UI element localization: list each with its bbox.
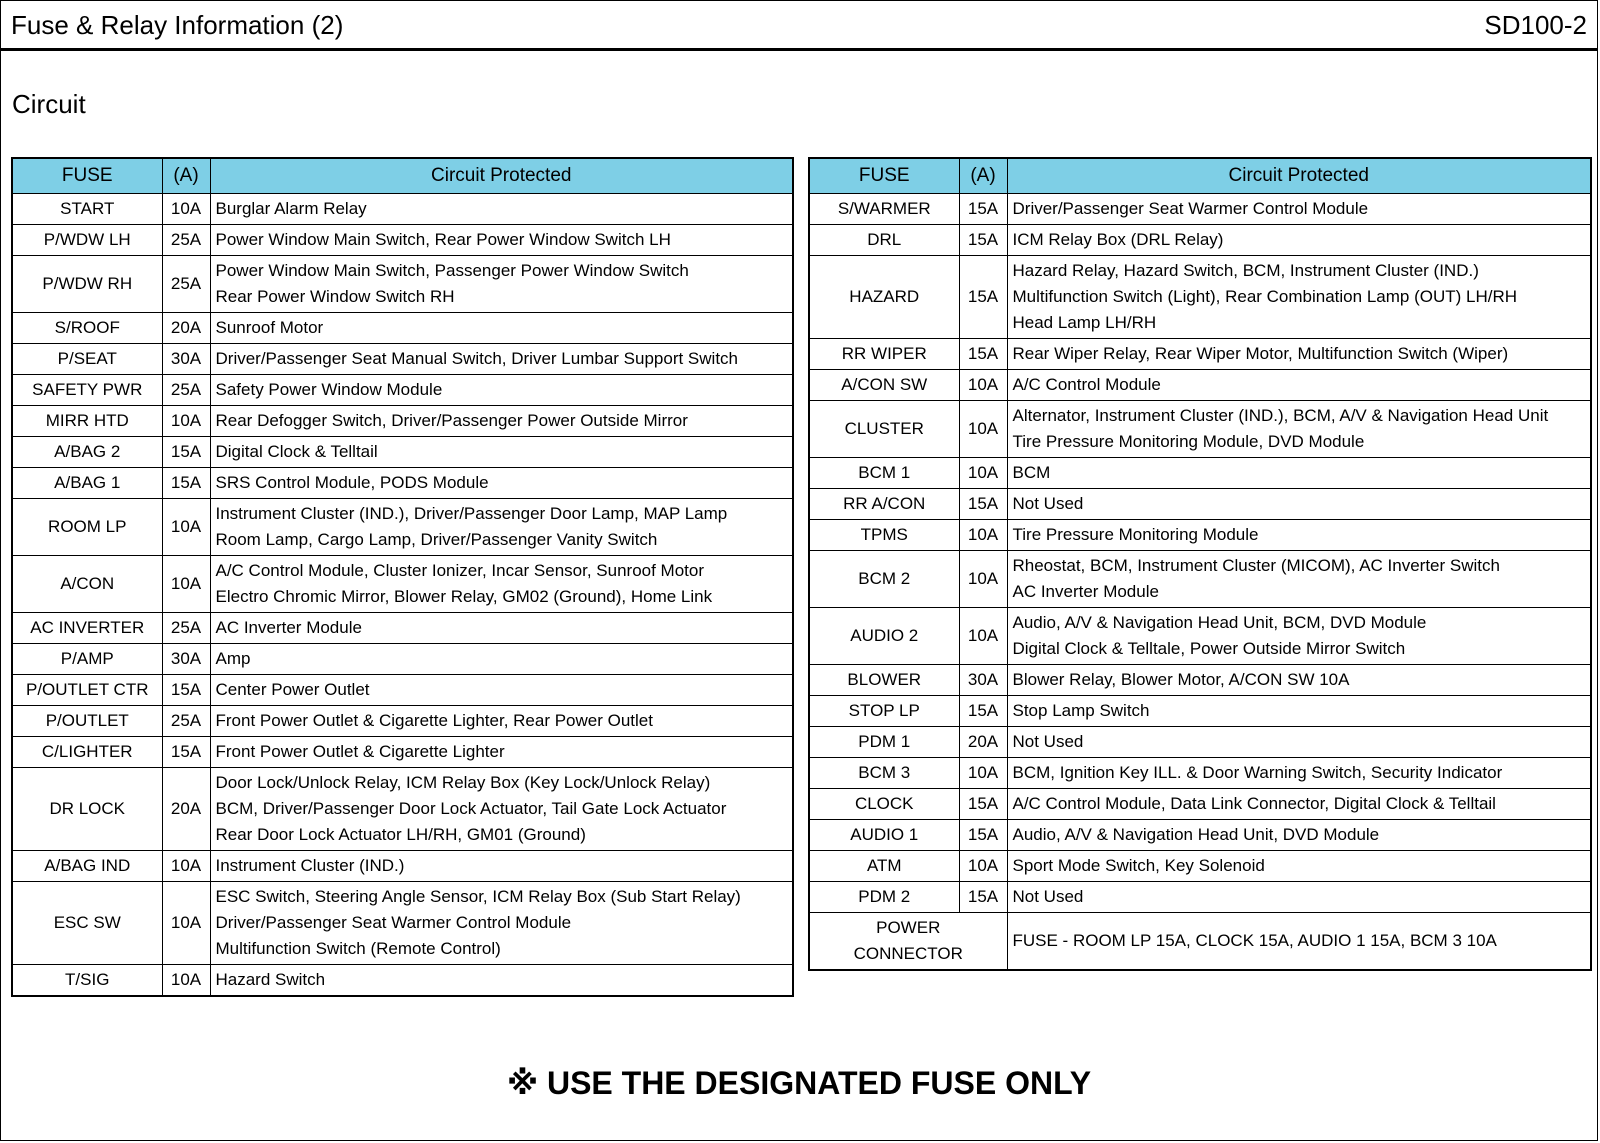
circuit-protected-cell [1007,520,1591,551]
circuit-protected-cell [210,737,793,768]
circuit-protected-cell [210,437,793,468]
table-header-row [809,158,1591,194]
fuse-row [809,608,1591,665]
fuse-name: DRL [867,230,902,249]
circuit-line: BCM [1012,463,1051,482]
fuse-rating: 15A [959,194,1007,225]
circuit-line: Sport Mode Switch, Key Solenoid [1012,856,1265,875]
circuit-line: Digital Clock & Telltail [215,442,378,461]
fuse-rating: 10A [959,458,1007,489]
circuit-protected-cell [210,706,793,737]
fuse-name-cell [12,313,162,344]
fuse-rating: 30A [959,665,1007,696]
circuit-protected-cell [1007,370,1591,401]
circuit-line: Audio, A/V & Navigation Head Unit, DVD Module [1012,825,1380,844]
fuse-row [809,665,1591,696]
fuse-name: HAZARD [849,287,920,306]
circuit-line: Not Used [1012,887,1084,906]
fuse-row [809,370,1591,401]
circuit-line: Rear Defogger Switch, Driver/Passenger Power Outside Mirror [215,411,688,430]
circuit-line: Head Lamp LH/RH [1012,313,1157,332]
fuse-row [809,551,1591,608]
header-bar [1,1,1597,51]
circuit-line: Burglar Alarm Relay [215,199,367,218]
circuit-protected-cell [1007,851,1591,882]
fuse-row [12,851,793,882]
fuse-row [809,727,1591,758]
fuse-name-cell [12,706,162,737]
fuse-name: BCM 3 [858,763,911,782]
fuse-row [12,613,793,644]
fuse-name: A/CON [60,574,115,593]
fuse-name: CLOCK [854,794,914,813]
fuse-rating: 10A [162,965,210,997]
fuse-name: T/SIG [65,970,110,989]
circuit-protected-cell [1007,194,1591,225]
fuse-name: P/WDW LH [43,230,131,249]
fuse-name: STOP LP [848,701,920,720]
circuit-line: A/C Control Module, Cluster Ionizer, Incar Sensor, Sunroof Motor [215,561,705,580]
fuse-rating: 20A [959,727,1007,758]
fuse-rating: 20A [162,768,210,851]
fuse-name: CLUSTER [844,419,924,438]
circuit-protected-cell [1007,225,1591,256]
fuse-name: ATM [866,856,902,875]
fuse-name: ESC SW [53,913,121,932]
fuse-name: PDM 2 [858,887,911,906]
fuse-name-cell [12,437,162,468]
fuse-rating: 25A [162,613,210,644]
fuse-rating: 10A [959,758,1007,789]
circuit-line: ICM Relay Box (DRL Relay) [1012,230,1224,249]
circuit-protected-cell [210,768,793,851]
circuit-protected-cell [1007,913,1591,971]
fuse-rating: 10A [162,406,210,437]
fuse-rating: 10A [162,194,210,225]
fuse-name: RR WIPER [841,344,927,363]
fuse-name: A/BAG IND [44,856,131,875]
circuit-protected-cell [1007,551,1591,608]
fuse-name: BCM 2 [858,569,911,588]
circuit-line: Rear Wiper Relay, Rear Wiper Motor, Multifunction Switch (Wiper) [1012,344,1509,363]
circuit-line: Front Power Outlet & Cigarette Lighter [215,742,505,761]
fuse-rating: 10A [959,851,1007,882]
fuse-rating: 10A [959,401,1007,458]
fuse-name-cell [809,851,959,882]
circuit-line: Stop Lamp Switch [1012,701,1150,720]
fuse-name-cell [12,644,162,675]
fuse-name: A/BAG 2 [54,442,121,461]
circuit-protected-cell [1007,256,1591,339]
fuse-name: P/OUTLET CTR [26,680,149,699]
fuse-rating: 15A [162,737,210,768]
fuse-rating: 30A [162,344,210,375]
fuse-name: AUDIO 2 [850,626,919,645]
fuse-name-cell [809,489,959,520]
fuse-table-right [808,157,1592,971]
fuse-row [809,820,1591,851]
fuse-name-cell [12,613,162,644]
circuit-line: Tire Pressure Monitoring Module, DVD Module [1012,432,1365,451]
fuse-name-cell [809,401,959,458]
circuit-line: Safety Power Window Module [215,380,443,399]
fuse-name: S/ROOF [54,318,120,337]
circuit-protected-cell [210,882,793,965]
fuse-row [809,789,1591,820]
fuse-name: BCM 1 [858,463,911,482]
fuse-rating: 15A [959,489,1007,520]
fuse-row [809,458,1591,489]
circuit-line: FUSE - ROOM LP 15A, CLOCK 15A, AUDIO 1 15A, BCM 3 10A [1012,931,1497,950]
fuse-name-cell [12,375,162,406]
circuit-protected-cell [210,468,793,499]
fuse-rating: 15A [959,225,1007,256]
circuit-protected-cell [1007,665,1591,696]
table-header-row [12,158,793,194]
fuse-name-cell [809,789,959,820]
fuse-row [809,758,1591,789]
circuit-line: Rear Door Lock Actuator LH/RH, GM01 (Ground) [215,825,586,844]
circuit-protected-cell [210,851,793,882]
circuit-line: Tire Pressure Monitoring Module [1012,525,1259,544]
fuse-row [12,256,793,313]
fuse-name: RR A/CON [843,494,926,513]
fuse-row [12,882,793,965]
fuse-name-cell [12,344,162,375]
fuse-rating: 10A [959,370,1007,401]
circuit-line: Driver/Passenger Seat Warmer Control Module [215,913,572,932]
fuse-rating: 10A [162,556,210,613]
circuit-line: Driver/Passenger Seat Manual Switch, Driver Lumbar Support Switch [215,349,738,368]
circuit-line: Audio, A/V & Navigation Head Unit, BCM, DVD Module [1012,613,1427,632]
fuse-name-cell [809,727,959,758]
column-header-amp: (A) [959,158,1007,194]
fuse-name: P/WDW RH [42,274,133,293]
circuit-protected-cell [1007,820,1591,851]
fuse-row [809,339,1591,370]
circuit-line: Driver/Passenger Seat Warmer Control Module [1012,199,1369,218]
fuse-name-cell [12,406,162,437]
fuse-rating: 10A [959,608,1007,665]
fuse-row [809,913,1591,971]
circuit-line: Multifunction Switch (Light), Rear Combination Lamp (OUT) LH/RH [1012,287,1518,306]
fuse-row [809,696,1591,727]
circuit-line: AC Inverter Module [215,618,362,637]
circuit-protected-cell [210,556,793,613]
circuit-protected-cell [210,344,793,375]
fuse-name-cell [12,499,162,556]
circuit-line: Front Power Outlet & Cigarette Lighter, Rear Power Outlet [215,711,653,730]
circuit-protected-cell [210,194,793,225]
fuse-rating: 10A [959,520,1007,551]
fuse-rating: 25A [162,256,210,313]
fuse-name-cell [809,608,959,665]
circuit-protected-cell [210,613,793,644]
circuit-line: Digital Clock & Telltale, Power Outside Mirror Switch [1012,639,1406,658]
fuse-name-cell [809,256,959,339]
fuse-row [809,401,1591,458]
circuit-line: Amp [215,649,251,668]
circuit-line: Instrument Cluster (IND.), Driver/Passenger Door Lamp, MAP Lamp [215,504,728,523]
circuit-protected-cell [210,225,793,256]
fuse-name: A/BAG 1 [54,473,121,492]
fuse-row [12,499,793,556]
circuit-line: A/C Control Module [1012,375,1161,394]
fuse-name-cell [809,820,959,851]
circuit-protected-cell [210,499,793,556]
circuit-protected-cell [210,256,793,313]
fuse-row [809,194,1591,225]
fuse-row [12,194,793,225]
fuse-name-cell [809,458,959,489]
fuse-name: SAFETY PWR [32,380,143,399]
circuit-protected-cell [1007,882,1591,913]
fuse-name: START [60,199,115,218]
fuse-name: AC INVERTER [30,618,145,637]
fuse-name-cell [809,339,959,370]
circuit-line: ESC Switch, Steering Angle Sensor, ICM Relay Box (Sub Start Relay) [215,887,741,906]
fuse-row [12,437,793,468]
circuit-protected-cell [1007,696,1591,727]
circuit-protected-cell [1007,727,1591,758]
fuse-name-cell [809,520,959,551]
fuse-name: A/CON SW [841,375,928,394]
fuse-name-cell [809,194,959,225]
fuse-row [12,468,793,499]
fuse-name: CONNECTOR [853,944,963,963]
fuse-name-cell [809,665,959,696]
circuit-line: Blower Relay, Blower Motor, A/CON SW 10A [1012,670,1350,689]
fuse-name: AUDIO 1 [850,825,919,844]
fuse-row [809,882,1591,913]
fuse-name: C/LIGHTER [41,742,133,761]
circuit-protected-cell [210,375,793,406]
circuit-line: Center Power Outlet [215,680,370,699]
circuit-line: Power Window Main Switch, Rear Power Window Switch LH [215,230,671,249]
section-title: Circuit [12,89,86,119]
designated-fuse-notice: ※ USE THE DESIGNATED FUSE ONLY [506,1065,1092,1101]
fuse-rating: 20A [162,313,210,344]
fuse-row [12,768,793,851]
fuse-row [12,344,793,375]
fuse-name-cell [12,851,162,882]
fuse-name: P/AMP [60,649,114,668]
fuse-name: TPMS [860,525,908,544]
circuit-line: Not Used [1012,732,1084,751]
fuse-name-cell [809,225,959,256]
circuit-protected-cell [1007,401,1591,458]
fuse-rating: 15A [162,468,210,499]
fuse-row [809,225,1591,256]
fuse-rating: 15A [959,256,1007,339]
column-header-circuit: Circuit Protected [1007,158,1591,194]
fuse-rating: 15A [959,882,1007,913]
fuse-name-cell [12,468,162,499]
fuse-rating: 15A [959,820,1007,851]
circuit-line: Electro Chromic Mirror, Blower Relay, GM02 (Ground), Home Link [215,587,713,606]
circuit-line: Rheostat, BCM, Instrument Cluster (MICOM), AC Inverter Switch [1012,556,1500,575]
fuse-rating: 10A [162,882,210,965]
circuit-line: Hazard Switch [215,970,326,989]
circuit-protected-cell [210,644,793,675]
fuse-row [12,644,793,675]
fuse-row [12,965,793,997]
fuse-name: P/SEAT [57,349,117,368]
fuse-name-cell [12,882,162,965]
fuse-rating: 25A [162,225,210,256]
fuse-row [809,851,1591,882]
circuit-protected-cell [210,965,793,997]
column-header-fuse: FUSE [12,158,162,194]
fuse-row [12,313,793,344]
document-title: Fuse & Relay Information (2) [11,10,344,40]
fuse-rating: 25A [162,706,210,737]
circuit-protected-cell [210,313,793,344]
fuse-row [12,675,793,706]
fuse-rating: 15A [162,437,210,468]
circuit-line: Sunroof Motor [215,318,324,337]
fuse-row [12,737,793,768]
fuse-name-cell [12,737,162,768]
fuse-rating: 15A [959,789,1007,820]
circuit-line: Instrument Cluster (IND.) [215,856,405,875]
fuse-rating: 10A [959,551,1007,608]
fuse-name: PDM 1 [858,732,911,751]
circuit-line: Alternator, Instrument Cluster (IND.), BCM, A/V & Navigation Head Unit [1012,406,1549,425]
fuse-name-cell [12,194,162,225]
circuit-line: Not Used [1012,494,1084,513]
fuse-rating: 15A [162,675,210,706]
fuse-name-cell [809,696,959,727]
circuit-line: Room Lamp, Cargo Lamp, Driver/Passenger Vanity Switch [215,530,658,549]
circuit-line: AC Inverter Module [1012,582,1159,601]
fuse-rating: 15A [959,339,1007,370]
column-header-fuse: FUSE [809,158,959,194]
fuse-name-cell [12,675,162,706]
fuse-name: P/OUTLET [45,711,129,730]
fuse-name: BLOWER [847,670,922,689]
circuit-line: A/C Control Module, Data Link Connector, Digital Clock & Telltail [1012,794,1496,813]
column-header-circuit: Circuit Protected [210,158,793,194]
fuse-name-cell [12,556,162,613]
fuse-name-cell [12,225,162,256]
fuse-rating: 15A [959,696,1007,727]
fuse-rating: 25A [162,375,210,406]
column-header-amp: (A) [162,158,210,194]
circuit-line: Hazard Relay, Hazard Switch, BCM, Instrument Cluster (IND.) [1012,261,1479,280]
fuse-name: ROOM LP [48,517,127,536]
fuse-row [809,520,1591,551]
circuit-line: BCM, Ignition Key ILL. & Door Warning Switch, Security Indicator [1012,763,1503,782]
fuse-name-cell [12,965,162,997]
circuit-protected-cell [210,406,793,437]
circuit-protected-cell [1007,758,1591,789]
fuse-table-left [11,157,794,997]
fuse-rating: 30A [162,644,210,675]
fuse-rating: 10A [162,499,210,556]
fuse-rating: 10A [162,851,210,882]
fuse-name-cell [809,370,959,401]
fuse-name-cell [809,758,959,789]
fuse-row [809,489,1591,520]
circuit-protected-cell [1007,458,1591,489]
fuse-name: POWER [876,918,941,937]
fuse-name-cell [809,913,1007,971]
document-code: SD100-2 [1484,10,1587,40]
circuit-protected-cell [1007,789,1591,820]
fuse-name: DR LOCK [49,799,126,818]
fuse-row [12,556,793,613]
circuit-protected-cell [1007,489,1591,520]
fuse-name-cell [809,882,959,913]
circuit-protected-cell [1007,339,1591,370]
fuse-name: MIRR HTD [45,411,129,430]
circuit-line: Door Lock/Unlock Relay, ICM Relay Box (Key Lock/Unlock Relay) [215,773,711,792]
circuit-line: Multifunction Switch (Remote Control) [215,939,501,958]
fuse-name-cell [12,768,162,851]
circuit-line: Rear Power Window Switch RH [215,287,455,306]
circuit-line: SRS Control Module, PODS Module [215,473,489,492]
fuse-row [12,375,793,406]
fuse-row [809,256,1591,339]
fuse-row [12,406,793,437]
fuse-row [12,225,793,256]
circuit-line: Power Window Main Switch, Passenger Power Window Switch [215,261,689,280]
circuit-protected-cell [1007,608,1591,665]
circuit-line: BCM, Driver/Passenger Door Lock Actuator, Tail Gate Lock Actuator [215,799,727,818]
fuse-name-cell [12,256,162,313]
fuse-name: S/WARMER [837,199,931,218]
circuit-protected-cell [210,675,793,706]
fuse-name-cell [809,551,959,608]
fuse-row [12,706,793,737]
